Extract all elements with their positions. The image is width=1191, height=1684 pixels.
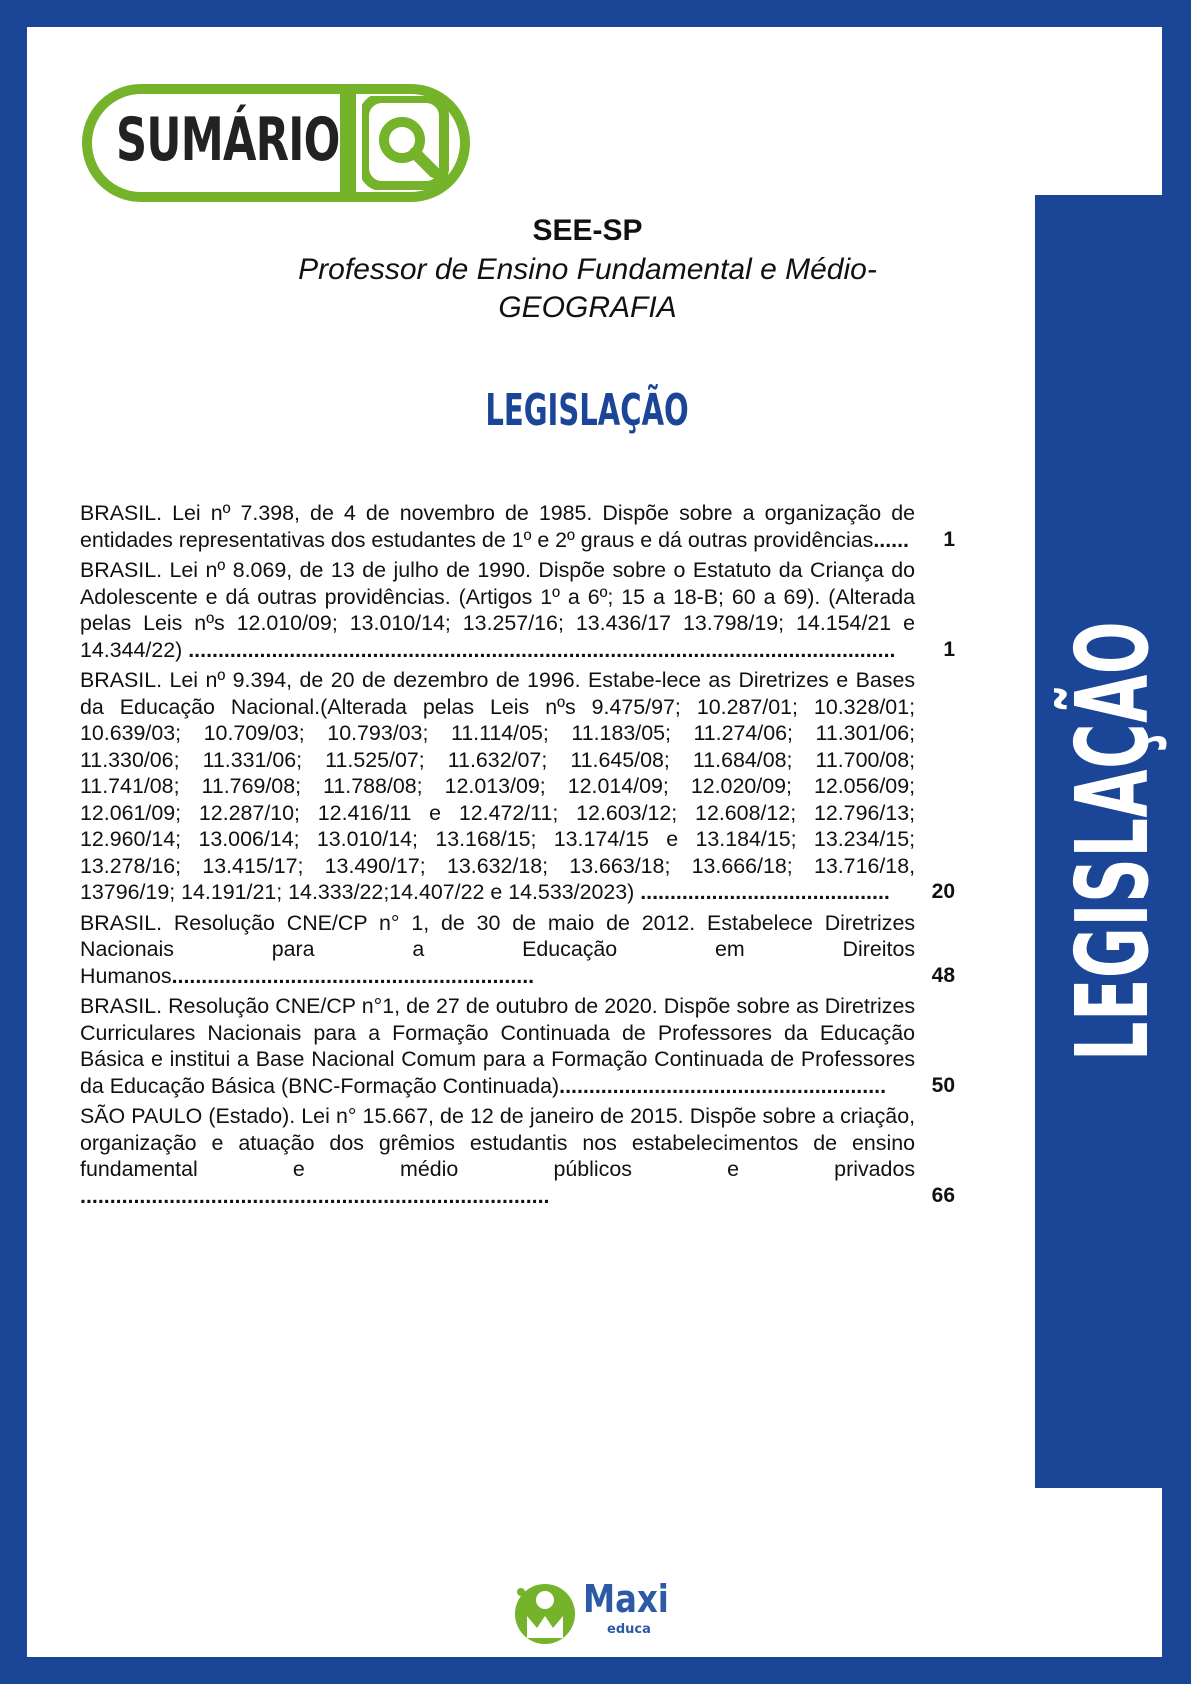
toc-entry[interactable] [80, 910, 955, 990]
maxi-educa-logo [511, 1578, 681, 1646]
toc-page-number: 1 [943, 637, 955, 661]
badge-label: SUMÁRIO [116, 105, 340, 175]
badge-divider [340, 84, 356, 202]
toc-entry-text: BRASIL. Resolução CNE/CP n° 1, de 30 de maio de 2012. Estabelece Diretrizes Nacionais para a Educação em Direitos Humanos............................................................. [80, 910, 916, 988]
sumario-badge [82, 84, 478, 208]
document-org: SEE-SP [532, 214, 643, 247]
maxi-sub-text: educa [607, 1622, 651, 1637]
toc-entry[interactable] [80, 1103, 955, 1209]
toc-page-number: 1 [943, 527, 955, 551]
side-band-title: LEGISLAÇÃO [1054, 620, 1171, 1062]
toc-page-number: 48 [931, 963, 955, 987]
maxi-brand-text: Maxi [583, 1577, 669, 1621]
toc-entry-text: BRASIL. Lei nº 8.069, de 13 de julho de 1990. Dispõe sobre o Estatuto da Criança do Adolescente e dá outras providências. (Artigos 1º a 6º; 15 a 18-B; 60 a 69). (Alterada pelas Leis nºs 12.010/09; 13.010/14; 13.257/16; 13.436/17 13.798/19; 14.154/21 e 14.344/22) ....................................................................................................................... [80, 558, 916, 662]
toc-entry[interactable] [80, 667, 955, 906]
toc-entry-text: BRASIL. Lei nº 7.398, de 4 de novembro de 1985. Dispõe sobre a organização de entidades representativas dos estudantes de 1º e 2º graus e dá outras providências...... [80, 501, 916, 552]
toc-leader: ....................................................................................................................... [182, 637, 896, 662]
toc-leader: ............................................................................... [80, 1183, 550, 1208]
toc-leader: ............................................................. [171, 963, 535, 988]
toc-entry[interactable] [80, 500, 955, 553]
search-icon [362, 96, 458, 190]
toc-entry-text: BRASIL. Resolução CNE/CP n°1, de 27 de outubro de 2020. Dispõe sobre as Diretrizes Curriculares Nacionais para a Formação Continuada de Professores da Educação Básica e institui a Base Nacional Comum para a Formação Continuada de Professores da Educação Básica (BNC-Formação Continuada)....................................................... [80, 994, 916, 1098]
subtitle-line-2: GEOGRAFIA [498, 291, 677, 324]
toc-entry-text: SÃO PAULO (Estado). Lei n° 15.667, de 12 de janeiro de 2015. Dispõe sobre a criação, organização e atuação dos grêmios estudantis nos estabelecimentos de ensino fundamental e médio públicos e privados ............................................................................... [80, 1104, 916, 1208]
toc-page-number: 50 [931, 1073, 955, 1097]
maxi-mascot-icon [511, 1578, 581, 1646]
toc-entry[interactable] [80, 557, 955, 663]
toc-entry-text: BRASIL. Lei nº 9.394, de 20 de dezembro de 1996. Estabe-lece as Diretrizes e Bases da Educação Nacional.(Alterada pelas Leis nºs 9.475/97; 10.287/01; 10.328/01; 10.639/03; 10.709/03; 10.793/03; 11.114/05; 11.183/05; 11.274/06; 11.301/06; 11.330/06; 11.331/06; 11.525/07; 11.632/07; 11.645/08; 11.684/08; 11.700/08; 11.741/08; 11.769/08; 11.788/08; 12.013/09; 12.014/09; 12.020/09; 12.056/09; 12.061/09; 12.287/10; 12.416/11 e 12.472/11; 12.603/12; 12.608/12; 12.796/13; 12.960/14; 13.006/14; 13.010/14; 13.168/15; 13.174/15 e 13.184/15; 13.234/15; 13.278/16; 13.415/17; 13.490/17; 13.632/18; 13.663/18; 13.666/18; 13.716/18, 13796/19; 14.191/21; 14.333/22;14.407/22 e 14.533/2023) .......................................... [80, 668, 916, 904]
toc-page-number: 66 [931, 1183, 955, 1207]
document-subtitle [240, 251, 935, 327]
table-of-contents [80, 500, 955, 1213]
toc-leader: .......................................... [634, 880, 890, 904]
toc-leader: ....................................................... [559, 1073, 887, 1098]
toc-leader: ...... [873, 527, 909, 552]
toc-entry[interactable] [80, 993, 955, 1099]
toc-page-number: 20 [931, 880, 955, 903]
subtitle-line-1: Professor de Ensino Fundamental e Médio- [298, 253, 877, 286]
section-heading: LEGISLAÇÃO [485, 385, 690, 436]
